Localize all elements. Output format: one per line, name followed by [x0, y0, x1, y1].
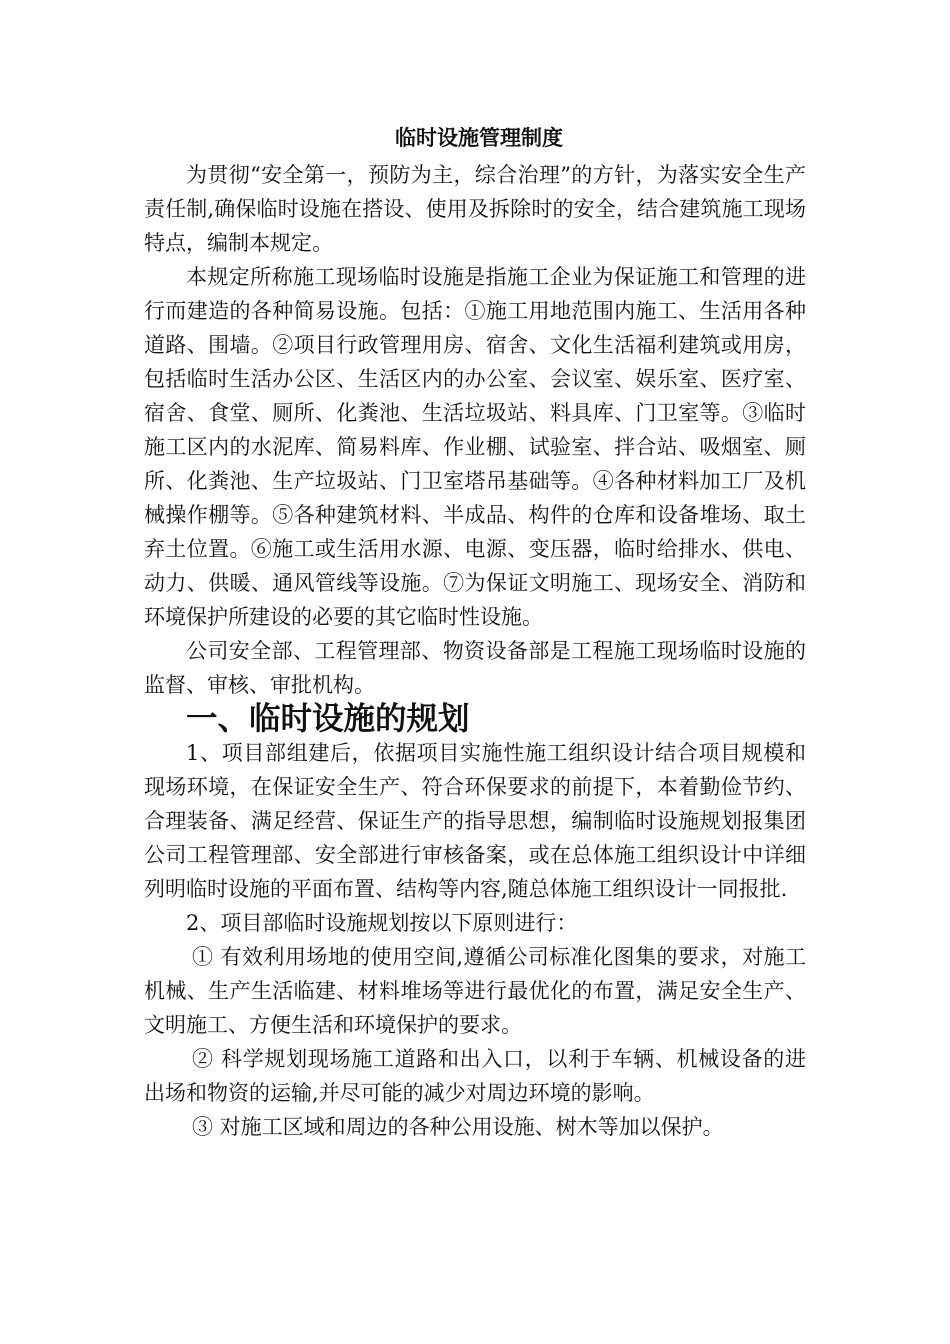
document-title: 临时设施管理制度	[395, 126, 563, 150]
principle-item-2: ② 科学规划现场施工道路和出入口，以利于车辆、机械设备的进出场和物资的运输,并尽可能的减少对周边环境的影响。	[144, 1047, 806, 1105]
principle-item-3: ③ 对施工区域和周边的各种公用设施、树木等加以保护。	[192, 1115, 724, 1139]
section-heading-planning: 一、临时设施的规划	[186, 701, 470, 737]
intro-paragraph-2: 本规定所称施工现场临时设施是指施工企业为保证施工和管理的进行而建造的各种简易设施。包括：①施工用地范围内施工、生活用各种道路、围墙。②项目行政管理用房、宿舍、文化生活福利建筑或用房，包括临时生活办公区、生活区内的办公室、会议室、娱乐室、医疗室、宿舍、食堂、厕所、化粪池、生活垃圾站、料具库、门卫室等。③临时施工区内的水泥库、简易料库、作业棚、试验室、拌合站、吸烟室、厕所、化粪池、生产垃圾站、门卫室塔吊基础等。④各种材料加工厂及机械操作棚等。⑤各种建筑材料、半成品、构件的仓库和设备堆场、取土弃土位置。⑥施工或生活用水源、电源、变压器，临时给排水、供电、动力、供暖、通风管线等设施。⑦为保证文明施工、现场安全、消防和环境保护所建设的必要的其它临时性设施。	[144, 265, 806, 629]
principle-item-1: ① 有效利用场地的使用空间,遵循公司标准化图集的要求，对施工机械、生产生活临建、材料堆场等进行最优化的布置，满足安全生产、文明施工、方便生活和环境保护的要求。	[144, 945, 806, 1037]
section-paragraph-2: 2、项目部临时设施规划按以下原则进行：	[186, 911, 578, 935]
intro-paragraph-3: 公司安全部、工程管理部、物资设备部是工程施工现场临时设施的监督、审核、审批机构。	[144, 639, 806, 697]
section-paragraph-1: 1、项目部组建后，依据项目实施性施工组织设计结合项目规模和现场环境，在保证安全生产、符合环保要求的前提下，本着勤俭节约、合理装备、满足经营、保证生产的指导思想，编制临时设施规划报集团公司工程管理部、安全部进行审核备案，或在总体施工组织设计中详细列明临时设施的平面布置、结构等内容,随总体施工组织设计一同报批.	[144, 741, 806, 901]
document-page	[144, 118, 806, 1144]
intro-paragraph-1: 为贯彻“安全第一，预防为主，综合治理”的方针，为落实安全生产责任制,确保临时设施在搭设、使用及拆除时的安全，结合建筑施工现场特点，编制本规定。	[144, 163, 806, 255]
